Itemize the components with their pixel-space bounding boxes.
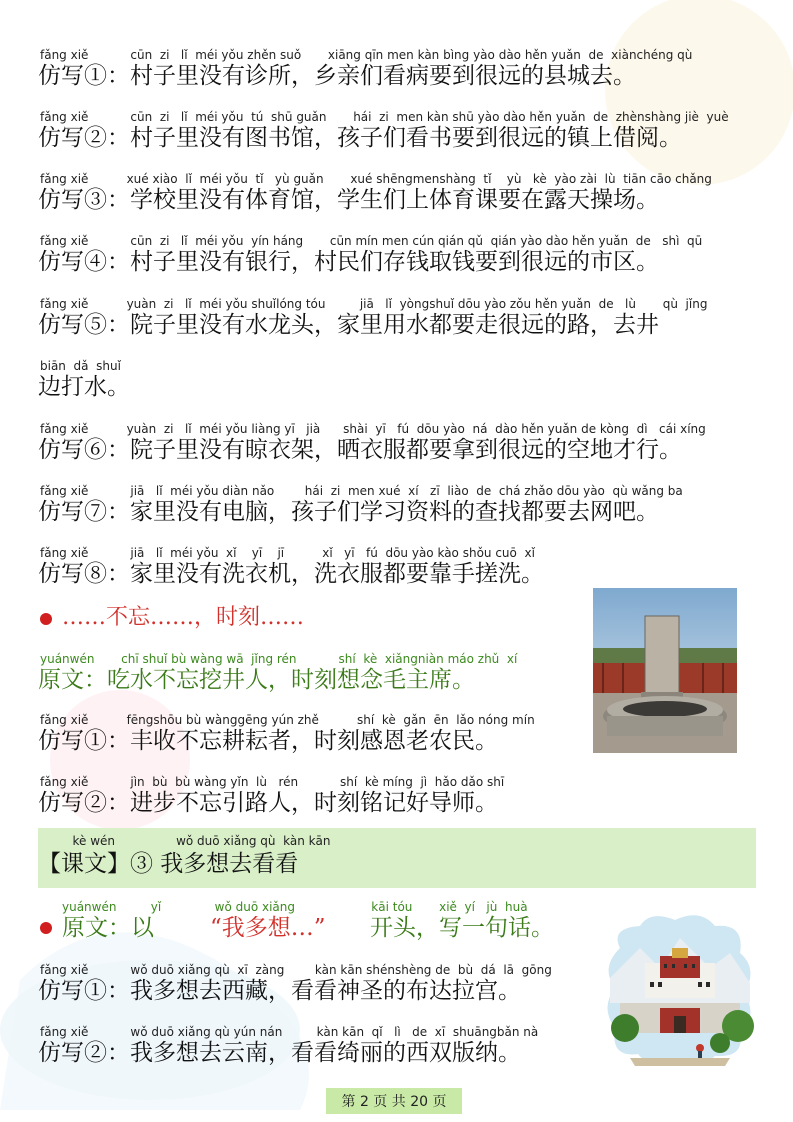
original-sentence: 原文：吃水不忘挖井人，时刻想念毛主席。 bbox=[38, 667, 475, 693]
pinyin-line: fǎng xiě xué xiào lǐ méi yǒu tǐ yù guǎn xué shēngmenshàng tǐ yù kè yào zài lù tiān cāo chǎng bbox=[40, 172, 712, 186]
pinyin-line: fǎng xiě wǒ duō xiǎng qù yún nán kàn kān qǐ lì de xī shuāngbǎn nà bbox=[40, 1025, 539, 1039]
sentence-line: 仿写①：丰收不忘耕耘者，时刻感恩老农民。 bbox=[38, 728, 498, 754]
pinyin-line: yuánwén chī shuǐ bù wàng wā jǐng rén shí kè xiǎngniàn máo zhǔ xí bbox=[40, 652, 518, 666]
pinyin-line: fǎng xiě cūn zi lǐ méi yǒu yín háng cūn mín men cún qián qǔ qián yào dào hěn yuǎn de shì qū bbox=[40, 234, 703, 248]
sentence-line: 仿写③：学校里没有体育馆，学生们上体育课要在露天操场。 bbox=[38, 187, 659, 213]
sentence-line: 仿写⑧：家里没有洗衣机，洗衣服都要靠手搓洗。 bbox=[38, 561, 544, 587]
sentence-line: 边打水。 bbox=[38, 374, 130, 400]
pinyin-line: fǎng xiě cūn zi lǐ méi yǒu tú shū guǎn hái zi men kàn shū yào dào hěn yuǎn de zhènshàng jiè yuè bbox=[40, 110, 729, 124]
potala-palace-image bbox=[600, 908, 760, 1068]
pinyin-line: fǎng xiě jìn bù bù wàng yǐn lù rén shí kè míng jì hǎo dǎo shī bbox=[40, 775, 505, 789]
sentence-line: 仿写①：村子里没有诊所，乡亲们看病要到很远的县城去。 bbox=[38, 63, 636, 89]
pinyin-line: fǎng xiě wǒ duō xiǎng qù xī zàng kàn kān shénshèng de bù dá lā gōng bbox=[40, 963, 552, 977]
sentence-line: 仿写②：进步不忘引路人，时刻铭记好导师。 bbox=[38, 790, 498, 816]
sentence-line: 仿写①：我多想去西藏，看看神圣的布达拉宫。 bbox=[38, 978, 521, 1004]
pinyin-line: yuánwén yǐ wǒ duō xiǎng kāi tóu xiě yí jù huà bbox=[62, 900, 528, 914]
pinyin-line: kè wén wǒ duō xiǎng qù kàn kān bbox=[42, 834, 331, 848]
bullet-dot bbox=[40, 922, 52, 934]
pinyin-line: fǎng xiě jiā lǐ méi yǒu diàn nǎo hái zi men xué xí zī liào de chá zhǎo dōu yào qù wǎng ba bbox=[40, 484, 683, 498]
sentence-line: 仿写⑥：院子里没有晾衣架，晒衣服都要拿到很远的空地才行。 bbox=[38, 437, 682, 463]
lesson-title: 【课文】③ 我多想去看看 bbox=[38, 851, 299, 877]
sentence-line: 仿写②：我多想去云南，看看绮丽的西双版纳。 bbox=[38, 1040, 521, 1066]
pinyin-line: fǎng xiě yuàn zi lǐ méi yǒu liàng yī jià shài yī fú dōu yào ná dào hěn yuǎn de kòng dì cái xíng bbox=[40, 422, 706, 436]
sentence-line: 仿写②：村子里没有图书馆，孩子们看书要到很远的镇上借阅。 bbox=[38, 125, 682, 151]
original-rest: 开头，写一句话。 bbox=[370, 915, 554, 941]
bullet-dot bbox=[40, 613, 52, 625]
pinyin-line: fǎng xiě cūn zi lǐ méi yǒu zhěn suǒ xiāng qīn men kàn bìng yào dào hěn yuǎn de xiànchéng qù bbox=[40, 48, 693, 62]
well-monument-image bbox=[593, 588, 737, 753]
sentence-line: 仿写⑤：院子里没有水龙头，家里用水都要走很远的路，去井 bbox=[38, 312, 659, 338]
original-label: 原文：以 bbox=[62, 915, 154, 941]
page-number: 第 2 页 共 20 页 bbox=[326, 1088, 462, 1114]
section-heading: ……不忘……，时刻…… bbox=[62, 605, 305, 630]
pinyin-line: fǎng xiě yuàn zi lǐ méi yǒu shuǐlóng tóu jiā lǐ yòngshuǐ dōu yào zǒu hěn yuǎn de lù qù jǐng bbox=[40, 297, 708, 311]
pinyin-line: fǎng xiě jiā lǐ méi yǒu xǐ yī jī xǐ yī fú dōu yào kào shǒu cuō xǐ bbox=[40, 546, 535, 560]
lesson-banner bbox=[38, 828, 756, 888]
sentence-line: 仿写⑦：家里没有电脑，孩子们学习资料的查找都要去网吧。 bbox=[38, 499, 659, 525]
sentence-line: 仿写④：村子里没有银行，村民们存钱取钱要到很远的市区。 bbox=[38, 249, 659, 275]
pinyin-line: fǎng xiě fēngshōu bù wànggēng yún zhě shí kè gǎn ēn lǎo nóng mín bbox=[40, 713, 535, 727]
pinyin-line: biān dǎ shuǐ bbox=[40, 359, 121, 373]
original-quote: “我多想…” bbox=[210, 915, 326, 941]
